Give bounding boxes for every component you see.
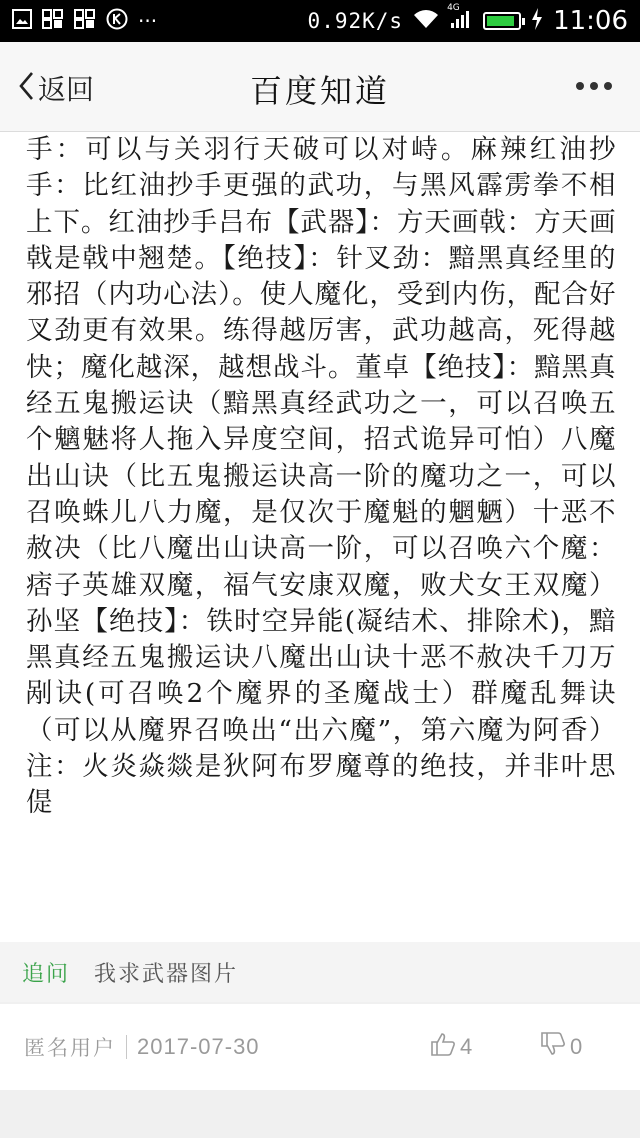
follow-up-text: 我求武器图片 <box>94 961 239 987</box>
page-title: 百度知道 <box>249 72 390 110</box>
wifi-icon <box>413 9 439 33</box>
thumbs-up-icon <box>430 1031 456 1063</box>
status-bar-right <box>307 3 628 36</box>
dislike-count: 0 <box>570 1034 583 1059</box>
network-type: 4G <box>447 3 460 13</box>
status-bar <box>0 0 640 42</box>
more-dot-icon <box>604 82 612 90</box>
back-label: 返回 <box>38 73 95 106</box>
signal-icon <box>447 3 473 33</box>
charging-icon <box>531 8 543 34</box>
dislike-button[interactable] <box>540 1031 582 1063</box>
k-app-icon <box>106 8 128 35</box>
like-count: 4 <box>460 1034 473 1059</box>
answer-text: 手：可以与关羽行天破可以对峙。麻辣红油抄手：比红油抄手更强的武功，与黑风霹雳拳不相上下。红油抄手吕布【武器】：方天画戟：方天画戟是戟中翘楚。【绝技】：针叉劲：黯黑真经里的邪招（内功心法）。使人魔化，受到内伤，配合好叉劲更有效果。练得越厉害，武功越高，死得越快；魔化越深，越想战斗。董卓【绝技】：黯黑真经五鬼搬运诀（黯黑真经武功之一，可以召唤五个魑魅将人拖入异度空间，招式诡异可怕）八魔出山诀（比五鬼搬运诀高一阶的魔功之一，可以召唤蛛儿八力魔，是仅次于魔魁的魍魉）十恶不赦决（比八魔出山诀高一阶，可以召唤六个魔：痞子英雄双魔，福气安康双魔，败犬女王双魔）孙坚【绝技】：铁时空异能(凝结术、排除术)，黯黑真经五鬼搬运诀八魔出山诀十恶不赦决千刀万剐诀(可召唤2个魔界的圣魔战士）群魔乱舞诀（可以从魔界召唤出“出六魔”，第六魔为阿香）注：火炎焱燚是狄阿布罗魔尊的绝技，并非叶思偍 <box>26 134 616 819</box>
more-dot-icon <box>576 82 584 90</box>
clock: 11:06 <box>553 6 628 36</box>
app-grid-icon <box>42 9 64 34</box>
more-menu-button[interactable] <box>576 82 612 90</box>
answer-meta <box>0 1004 640 1090</box>
follow-up-tag[interactable]: 追问 <box>22 961 71 987</box>
thumbs-down-icon <box>540 1031 566 1063</box>
battery-icon <box>483 12 521 30</box>
divider <box>126 1035 127 1059</box>
nav-bar <box>0 42 640 132</box>
more-notifications-icon: ··· <box>138 9 158 33</box>
author-name: 匿名用户 <box>24 1036 116 1060</box>
follow-up-row[interactable] <box>0 942 640 1002</box>
network-speed: 0.92K/s <box>307 9 404 33</box>
answer-content <box>0 132 640 942</box>
status-bar-left <box>12 8 157 35</box>
more-dot-icon <box>590 82 598 90</box>
app-grid-icon <box>74 9 96 34</box>
image-icon <box>12 9 32 34</box>
answer-date: 2017-07-30 <box>137 1034 260 1059</box>
battery-level <box>487 16 514 26</box>
like-button[interactable] <box>430 1031 472 1063</box>
